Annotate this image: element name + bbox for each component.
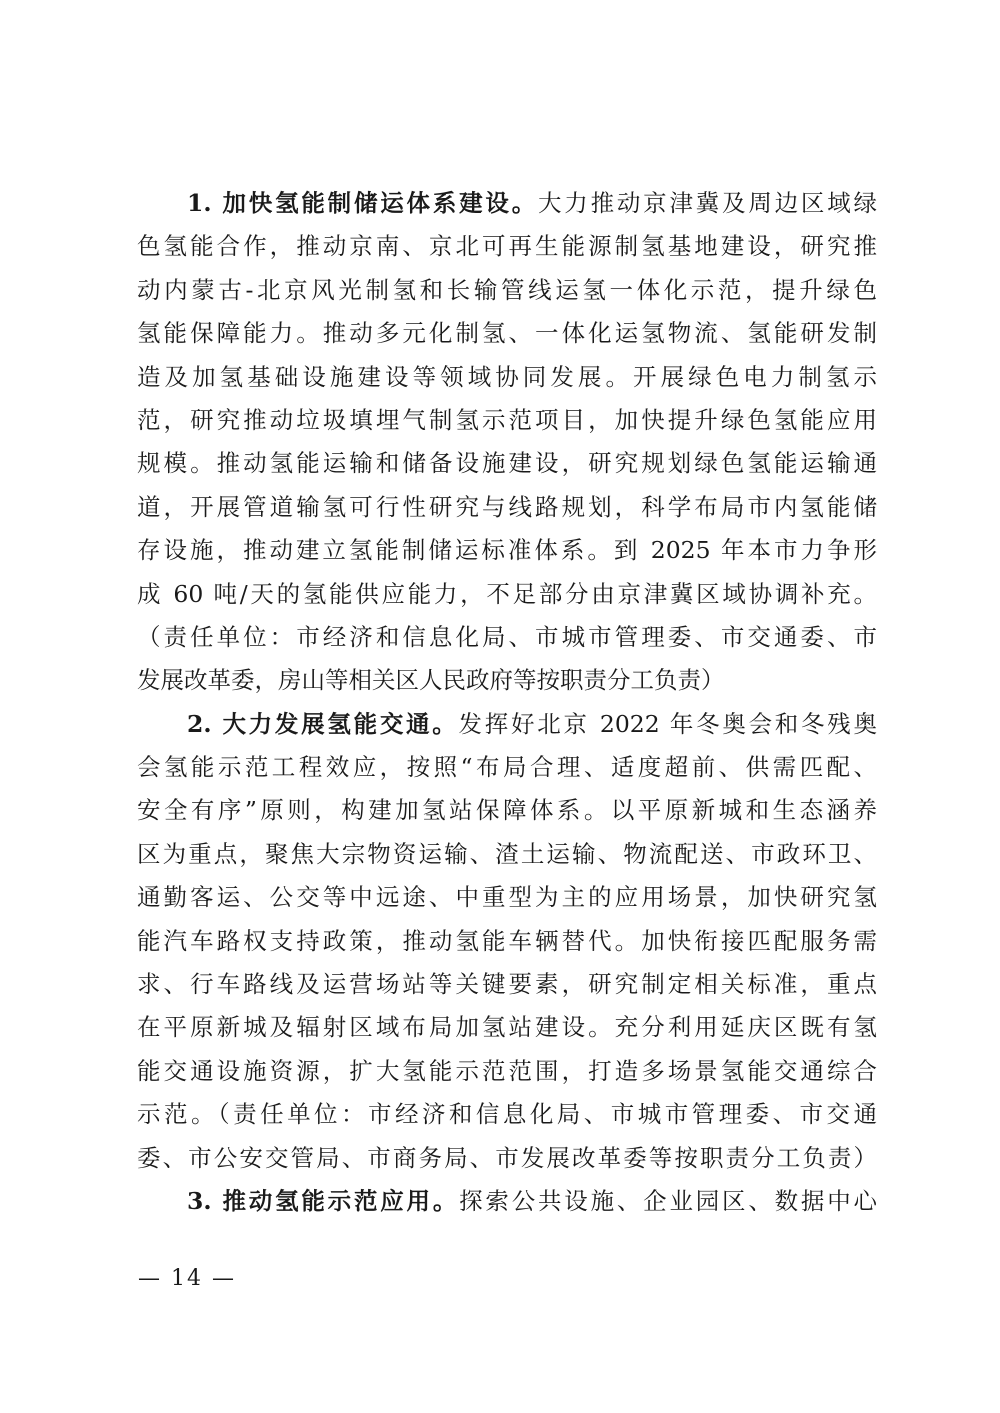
text-line: 色氢能合作，推动京南、京北可再生能源制氢基地建设，研究推 <box>137 232 877 261</box>
text-line: 通勤客运、公交等中远途、中重型为主的应用场景，加快研究氢 <box>137 883 877 912</box>
paragraph-2-line-11 <box>137 1137 877 1180</box>
text-line: 规模。推动氢能运输和储备设施建设，研究规划绿色氢能运输通 <box>137 449 877 478</box>
text-line: 探索公共设施、企业园区、数据中心 <box>459 1186 878 1215</box>
text-line: 求、行车路线及运营场站等关键要素，研究制定相关标准，重点 <box>137 970 877 999</box>
text-line: 示范。（责任单位：市经济和信息化局、市城市管理委、市交通 <box>137 1100 877 1129</box>
paragraph-1-line-7 <box>137 442 877 485</box>
text-line: （责任单位：市经济和信息化局、市城市管理委、市交通委、市 <box>137 622 877 651</box>
paragraph-1-line-2 <box>137 225 877 268</box>
paragraph-2-line-4 <box>137 833 877 876</box>
text-line: 会氢能示范工程效应，按照“布局合理、适度超前、供需匹配、 <box>137 753 877 782</box>
text-line: 氢能保障能力。推动多元化制氢、一体化运氢物流、氢能研发制 <box>137 319 877 348</box>
text-line: 成 60 吨/天的氢能供应能力，不足部分由京津冀区域协调补充。 <box>137 579 877 608</box>
section-heading-3: 3. 推动氢能示范应用。 <box>187 1186 460 1215</box>
text-line: 大力推动京津冀及周边区域绿 <box>538 189 877 217</box>
paragraph-2-line-10 <box>137 1093 877 1136</box>
text-line: 能交通设施资源，扩大氢能示范范围，打造多场景氢能交通综合 <box>137 1056 877 1085</box>
paragraph-1-line-3 <box>137 269 877 312</box>
paragraph-3-line-1 <box>137 1180 877 1223</box>
paragraph-1-line-11 <box>137 616 877 659</box>
paragraph-2-line-9 <box>137 1050 877 1093</box>
page-number: — 14 — <box>138 1266 236 1291</box>
text-line: 发挥好北京 2022 年冬奥会和冬残奥 <box>458 709 878 738</box>
section-heading-1: 1. 加快氢能制储运体系建设。 <box>187 189 538 217</box>
text-line: 区为重点，聚焦大宗物资运输、渣土运输、物流配送、市政环卫、 <box>137 839 877 868</box>
paragraph-1-line-8 <box>137 486 877 529</box>
paragraph-1-line-6 <box>137 399 877 442</box>
text-line: 发展改革委，房山等相关区人民政府等按职责分工负责） <box>137 666 725 695</box>
paragraph-2-line-3 <box>137 789 877 832</box>
paragraph-1-line-5 <box>137 356 877 399</box>
text-line: 范，研究推动垃圾填埋气制氢示范项目，加快提升绿色氢能应用 <box>137 405 877 434</box>
paragraph-2-line-7 <box>137 963 877 1006</box>
paragraph-2-line-5 <box>137 876 877 919</box>
text-line: 造及加氢基础设施建设等领域协同发展。开展绿色电力制氢示 <box>137 362 877 391</box>
text-line: 委、市公安交管局、市商务局、市发展改革委等按职责分工负责） <box>137 1143 877 1172</box>
paragraph-1-line-10 <box>137 573 877 616</box>
document-body <box>137 182 877 1223</box>
text-line: 动内蒙古-北京风光制氢和长输管线运氢一体化示范，提升绿色 <box>137 275 877 304</box>
paragraph-1-line-9 <box>137 529 877 572</box>
paragraph-2-line-2 <box>137 746 877 789</box>
paragraph-1-line-12 <box>137 659 877 702</box>
text-line: 在平原新城及辐射区域布局加氢站建设。充分利用延庆区既有氢 <box>137 1013 877 1042</box>
section-heading-2: 2. 大力发展氢能交通。 <box>187 709 459 738</box>
paragraph-2-line-8 <box>137 1006 877 1049</box>
paragraph-1-line-1 <box>137 182 877 225</box>
paragraph-2-line-1 <box>137 703 877 746</box>
paragraph-1-line-4 <box>137 312 877 355</box>
text-line: 安全有序”原则，构建加氢站保障体系。以平原新城和生态涵养 <box>137 796 877 825</box>
text-line: 道，开展管道输氢可行性研究与线路规划，科学布局市内氢能储 <box>137 492 877 521</box>
text-line: 存设施，推动建立氢能制储运标准体系。到 2025 年本市力争形 <box>137 536 877 565</box>
paragraph-2-line-6 <box>137 920 877 963</box>
text-line: 能汽车路权支持政策，推动氢能车辆替代。加快衔接匹配服务需 <box>137 926 877 955</box>
